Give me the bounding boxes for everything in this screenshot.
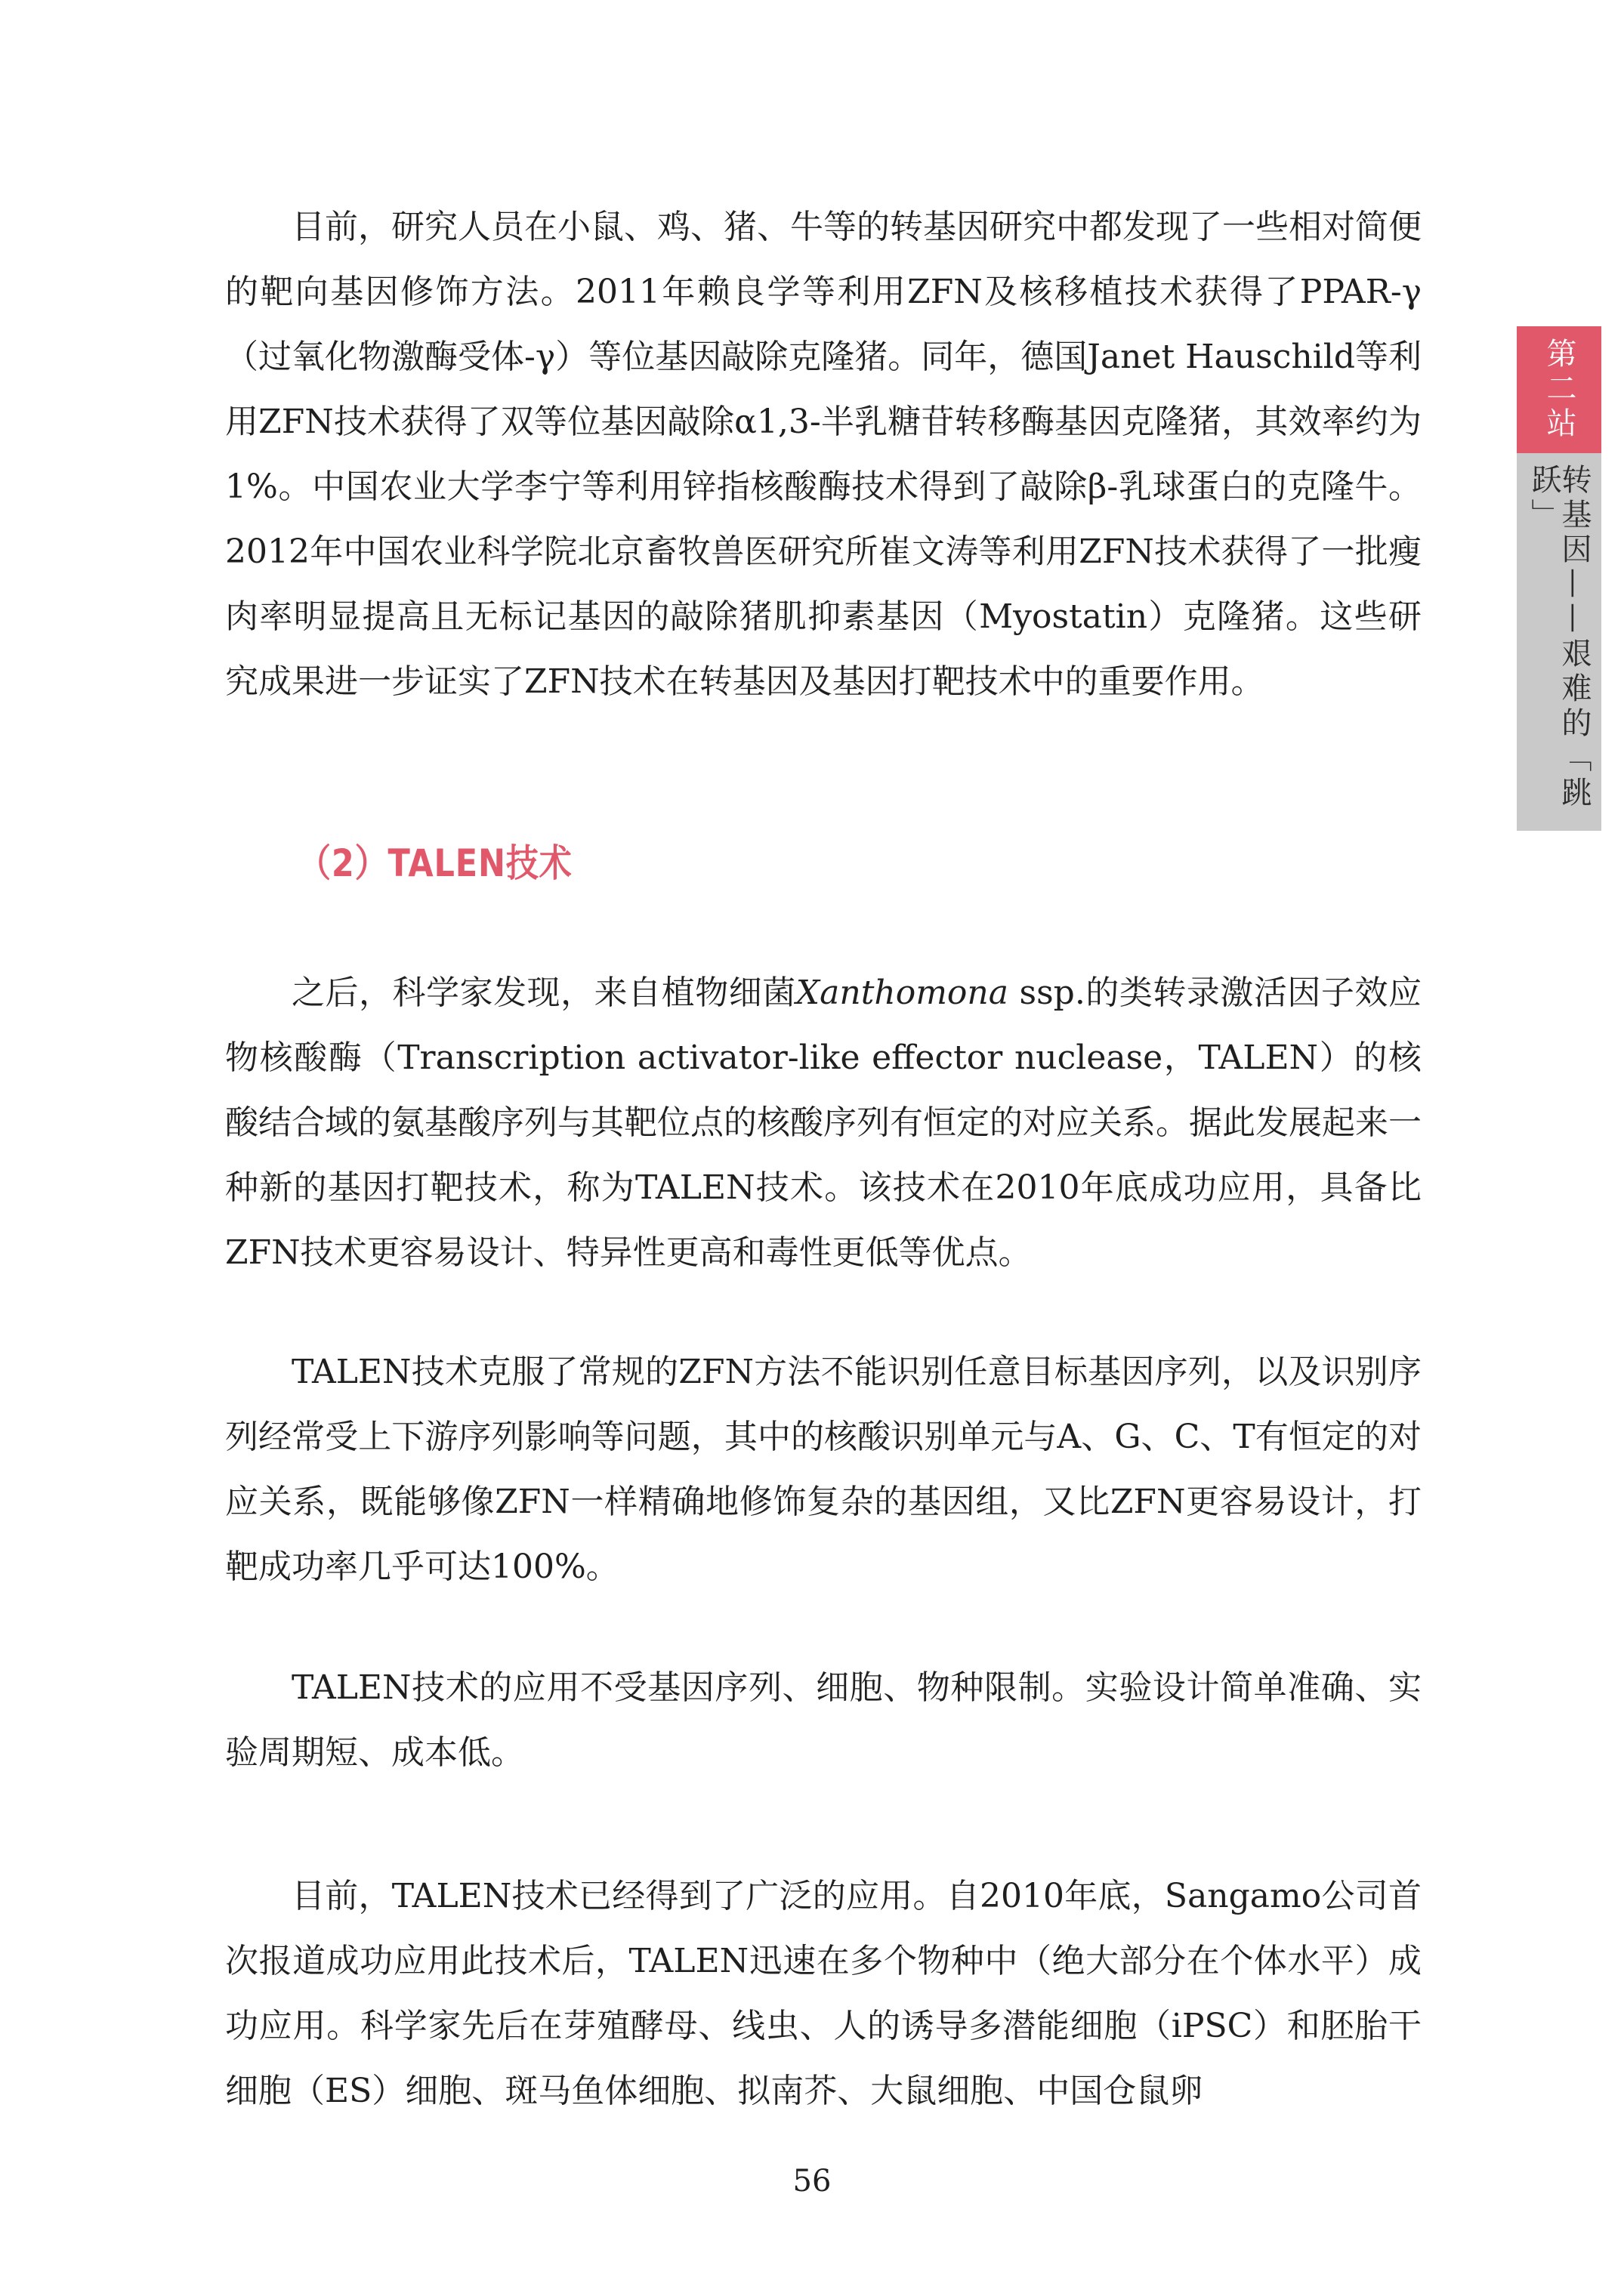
species-name: Xanthomona: [795, 974, 1008, 1012]
paragraph-zfn-research: 目前，研究人员在小鼠、鸡、猪、牛等的转基因研究中都发现了一些相对简便的靶向基因修饰方法。2011年赖良学等利用ZFN及核移植技术获得了PPAR-γ（过氧化物激酶受体-γ）等位基因敲除克隆猪。同年，德国Janet Hauschild等利用ZFN技术获得了双等位基因敲除α1,3-半乳糖苷转移酶基因克隆猪，其效率约为1%。中国农业大学李宁等利用锌指核酸酶技术得到了敲除β-乳球蛋白的克隆牛。2012年中国农业科学院北京畜牧兽医研究所崔文涛等利用ZFN技术获得了一批瘦肉率明显提高且无标记基因的敲除猪肌抑素基因（Myostatin）克隆猪。这些研究成果进一步证实了ZFN技术在转基因及基因打靶技术中的重要作用。: [225, 208, 1422, 701]
station-tab: [1517, 326, 1601, 453]
paragraph-talen-unrestricted: TALEN技术的应用不受基因序列、细胞、物种限制。实验设计简单准确、实验周期短、成本低。: [225, 1668, 1422, 1772]
chapter-tab: [1517, 453, 1601, 831]
paragraph-talen-origin: [225, 961, 1422, 1285]
station-label: 第二站: [1542, 338, 1576, 442]
paragraph-talen-applications: 目前，TALEN技术已经得到了广泛的应用。自2010年底，Sangamo公司首次报道成功应用此技术后，TALEN迅速在多个物种中（绝大部分在个体水平）成功应用。科学家先后在芽殖酵母、线虫、人的诱导多潜能细胞（iPSC）和胚胎干细胞（ES）细胞、斑马鱼体细胞、拟南芥、大鼠细胞、中国仓鼠卵: [225, 1877, 1422, 2110]
paragraph-talen-advantages: TALEN技术克服了常规的ZFN方法不能识别任意目标基因序列，以及识别序列经常受上下游序列影响等问题，其中的核酸识别单元与A、G、C、T有恒定的对应关系，既能够像ZFN一样精确地修饰复杂的基因组，又比ZFN更容易设计，打靶成功率几乎可达100%。: [225, 1353, 1422, 1586]
paragraph-talen-origin-rest: ssp.的类转录激活因子效应物核酸酶（Transcription activator-like effector nuclease，TALEN）的核酸结合域的氨基酸序列与其靶位点的核酸序列有恒定的对应关系。据此发展起来一种新的基因打靶技术，称为TALEN技术。该技术在2010年底成功应用，具备比ZFN技术更容易设计、特异性更高和毒性更低等优点。: [225, 974, 1422, 1272]
chapter-label: 转基因——艰难的「跳跃」: [1527, 464, 1592, 811]
section-heading-talen: （2）TALEN技术: [298, 841, 573, 885]
paragraph-talen-origin-lead: 之后，科学家发现，来自植物细菌: [292, 974, 796, 1012]
chapter-side-tab: [1517, 326, 1601, 831]
page-number: 56: [792, 2164, 832, 2199]
